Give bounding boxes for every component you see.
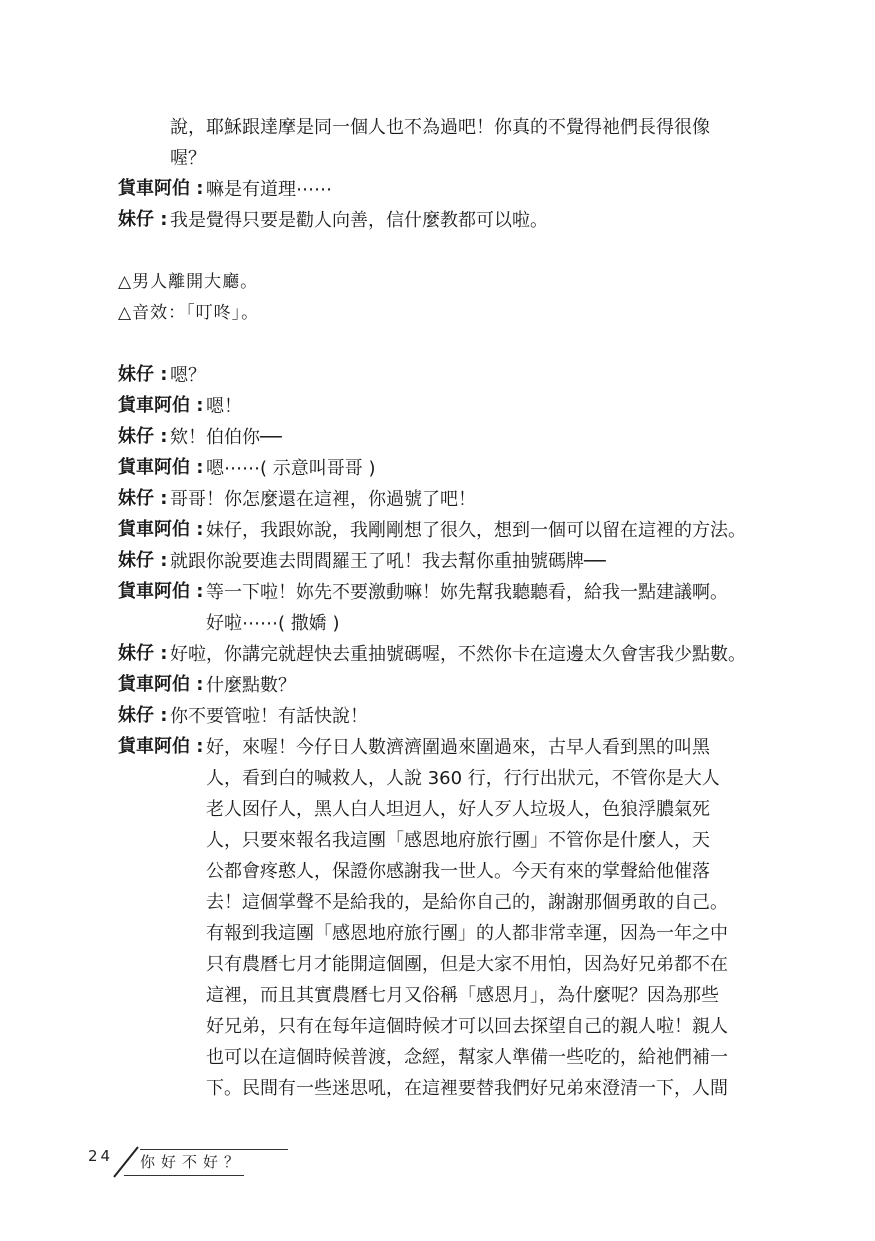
speaker-name: 妹仔 : [118, 643, 168, 664]
stage-direction: △男人離開大廳。 [118, 272, 259, 292]
dialogue-line [118, 422, 768, 453]
dialogue-text: 就跟你說要進去問閻羅王了吼！我去幫你重抽號碼牌── [170, 551, 606, 572]
speaker-name: 妹仔 : [118, 426, 168, 447]
speaker-name: 妹仔 : [118, 209, 168, 230]
paragraph-gap [118, 329, 768, 360]
dialogue-text: 嗯⋯⋯( 示意叫哥哥 ) [206, 458, 376, 479]
speaker-name: 貨車阿伯 : [118, 736, 204, 757]
dialogue-line [118, 205, 768, 236]
continuation-line: 喔？ [170, 148, 206, 169]
speaker-name: 貨車阿伯 : [118, 457, 204, 478]
dialogue-text: 好啦，你講完就趕快去重抽號碼喔，不然你卡在這邊太久會害我少點數。 [170, 644, 746, 665]
dialogue-line [118, 639, 768, 670]
stage-direction: △音效：「叮咚」。 [118, 303, 260, 323]
dialogue-text: 妹仔，我跟妳說，我剛剛想了很久，想到一個可以留在這裡的方法。 [206, 520, 746, 541]
dialogue-text: 什麼點數？ [206, 675, 296, 696]
paragraph-gap [118, 236, 768, 267]
dialogue-text: 我是覺得只要是勸人向善，信什麼教都可以啦。 [170, 210, 548, 231]
script-text [118, 112, 768, 1104]
title-bottom-rule [124, 1175, 244, 1176]
book-title: 你好不好？ [140, 1153, 246, 1171]
dialogue-line [118, 546, 768, 577]
speaker-name: 貨車阿伯 : [118, 674, 204, 695]
page-footer [88, 1145, 258, 1185]
dialogue-text: 你不要管啦！有話快說！ [170, 706, 368, 727]
speaker-name: 貨車阿伯 : [118, 178, 204, 199]
dialogue-text: 好，來喔！今仔日人數濟濟圍過來圍過來，古早人看到黑的叫黑 人，看到白的喊救人，人說 360 行，行行出狀元，不管你是大人 老人囡仔人，黑人白人坦迌人，好人歹人垃圾人，色狼浮膿氣死 人，只要來報名我這團「感恩地府旅行團」不管你是什麼人，天 公都會疼憨人，保證你感謝我一世人。今天有來的掌聲給他催落 去！這個掌聲不是給我的，是給你自己的，謝謝那個勇敢的自己。 有報到我這團「感恩地府旅行團」的人都非常幸運，因為一年之中 只有農曆七月才能開這個團，但是大家不用怕，因為好兄弟都不在 這裡，而且其實農曆七月又俗稱「感恩月」，為什麼呢？因為那些 好兄弟，只有在每年這個時候才可以回去探望自己的親人啦！親人 也可以在這個時候普渡，念經，幫家人準備一些吃的，給祂們補一 下。民間有一些迷思吼，在這裡要替我們好兄弟來澄清一下，人間 [206, 737, 728, 1099]
dialogue-text: 等一下啦！妳先不要激動嘛！妳先幫我聽聽看，給我一點建議啊。 好啦⋯⋯( 撒嬌 ) [206, 582, 728, 634]
speaker-name: 妹仔 : [118, 488, 168, 509]
dialogue-text: 哥哥！你怎麼還在這裡，你過號了吧！ [170, 489, 476, 510]
dialogue-text: 嗯！ [206, 396, 242, 417]
dialogue-line [118, 453, 768, 484]
speaker-name: 妹仔 : [118, 705, 168, 726]
dialogue-text: 嗯？ [170, 365, 206, 386]
speaker-name: 妹仔 : [118, 550, 168, 571]
dialogue-line [118, 670, 768, 701]
dialogue-line [118, 515, 768, 546]
slash-divider-icon [112, 1145, 142, 1179]
page-number: 24 [88, 1147, 114, 1165]
dialogue-line [118, 701, 768, 732]
speaker-name: 貨車阿伯 : [118, 581, 204, 602]
dialogue-line [118, 732, 768, 1104]
dialogue-text: 嘛是有道理⋯⋯ [206, 179, 332, 200]
speaker-name: 貨車阿伯 : [118, 395, 204, 416]
speaker-name: 妹仔 : [118, 364, 168, 385]
dialogue-text: 欸！伯伯你── [170, 427, 282, 448]
dialogue-line [118, 391, 768, 422]
continuation-line: 說，耶穌跟達摩是同一個人也不為過吧！你真的不覺得祂們長得很像 [170, 117, 710, 138]
dialogue-line [118, 360, 768, 391]
dialogue-line [118, 577, 768, 639]
title-top-rule [140, 1149, 288, 1150]
speaker-name: 貨車阿伯 : [118, 519, 204, 540]
dialogue-line [118, 484, 768, 515]
dialogue-line [118, 174, 768, 205]
